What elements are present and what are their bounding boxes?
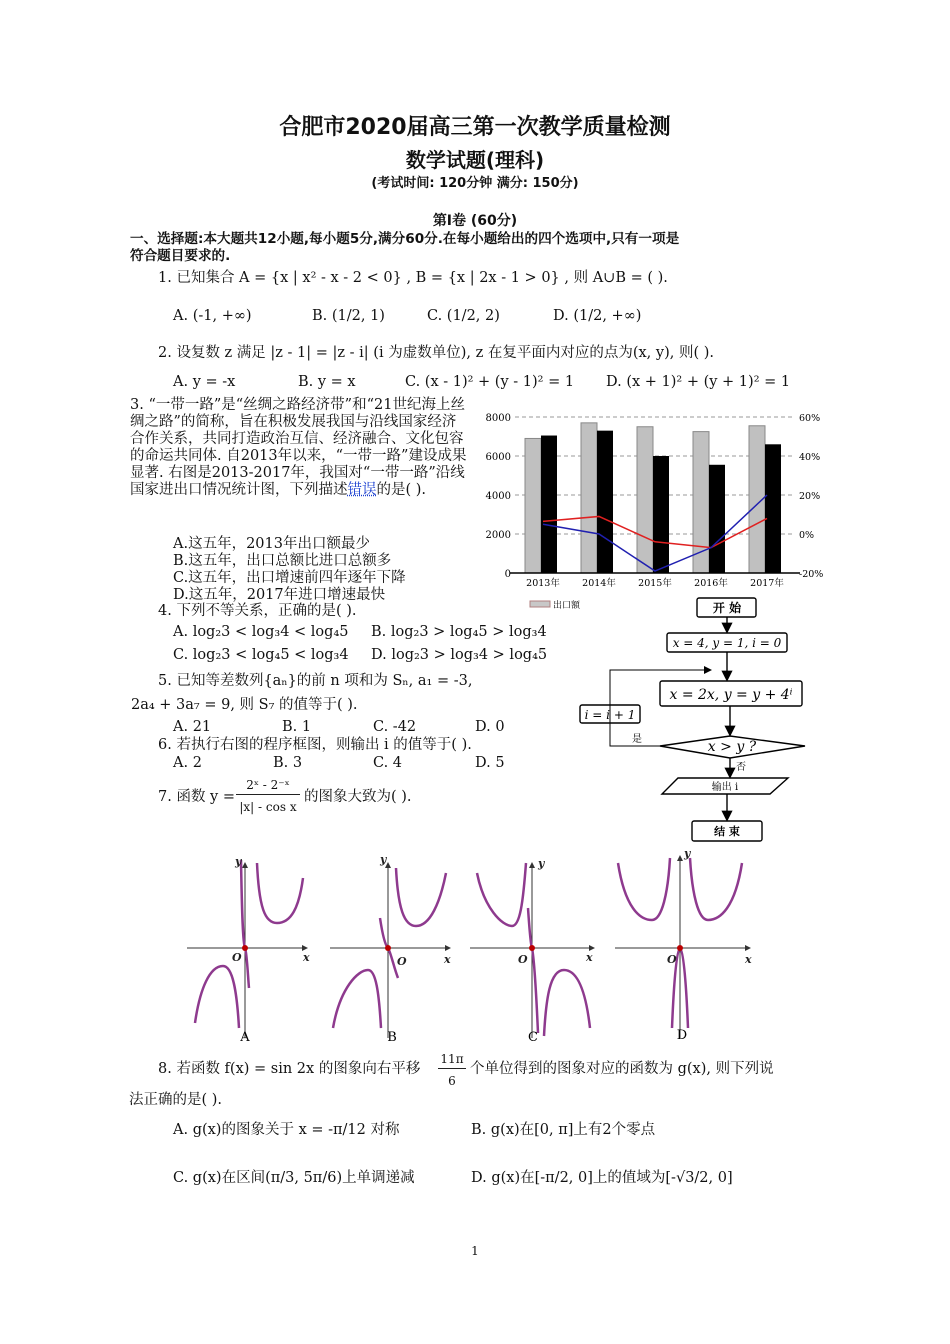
q4-option-d: D. log₂3 > log₃4 > log₄5 (371, 647, 548, 663)
question-8-mid: 个单位得到的图象对应的函数为 g(x), 则下列说 (470, 1061, 774, 1077)
q2-option-d: D. (x + 1)² + (y + 1)² = 1 (606, 374, 791, 390)
legend-swatch (530, 601, 550, 607)
y-tick-label: 8000 (485, 413, 511, 424)
q7-graphs (180, 845, 770, 1050)
question-2: 2. 设复数 z 满足 |z - 1| = |z - i| (i 为虚数单位), z 在复平面内对应的点为(x, y), 则( ). (158, 345, 714, 361)
bar-import (765, 444, 781, 573)
q7-numerator: 2ˣ - 2⁻ˣ (236, 776, 300, 795)
q4-option-c: C. log₂3 < log₄5 < log₃4 (173, 647, 349, 663)
q6-option-a: A. 2 (173, 755, 202, 771)
q6-option-c: C. 4 (373, 755, 403, 771)
q8-shift-numerator: 11π (438, 1050, 466, 1069)
y2-tick-label: 20% (799, 491, 821, 502)
graph-b-origin: O (397, 955, 407, 968)
flow-condition: x > y ? (707, 739, 757, 755)
graph-c-origin: O (518, 953, 528, 966)
bar-export (525, 438, 541, 573)
bar-import (653, 456, 669, 573)
question-8-cont: 法正确的是( ). (129, 1092, 223, 1108)
flow-update: x = 2x, y = y + 4ⁱ (669, 687, 793, 703)
x-tick-label: 2015年 (638, 578, 672, 589)
y2-tick-label: -20% (799, 569, 824, 580)
bar-export (581, 423, 597, 573)
y2-tick-label: 0% (799, 530, 815, 541)
flow-yes: 是 (632, 734, 642, 745)
q1-option-d: D. (1/2, +∞) (553, 308, 642, 324)
q3-stem: 3. “一带一路”是“丝绸之路经济带”和“21世纪海上丝绸之路”的简称，旨在积极发展我国与沿线国家经济合作关系，共同打造政治互信、经济融合、文化包容的命运共同体. 自2013年以来，“一带一路”建设成果显著. 右图是2013-2017年，我国对“一带一路”沿线国家进出口情况统计图，下列描述 (130, 397, 467, 498)
question-7-end: 的图象大致为( ). (304, 789, 412, 805)
question-7: 7. 函数 y = (158, 789, 236, 805)
graph-c-x-label: x (586, 951, 593, 964)
flow-output: 输出 i (711, 782, 739, 793)
q3-option-c: C.这五年，出口增速前四年逐年下降 (173, 570, 406, 586)
graph-a-origin: O (232, 951, 242, 964)
graph-d-label: D (676, 1028, 688, 1043)
legend-label: 出口額 (553, 601, 581, 611)
y-tick-label: 0 (504, 569, 511, 580)
q7-denominator: |x| - cos x (239, 800, 297, 814)
question-3 (130, 397, 470, 499)
x-tick-label: 2017年 (750, 578, 784, 589)
question-8: 8. 若函数 f(x) = sin 2x 的图象向右平移 (158, 1061, 421, 1077)
q2-option-a: A. y = -x (173, 374, 236, 390)
q1-option-c: C. (1/2, 2) (427, 308, 500, 324)
flow-increment: i = i + 1 (584, 708, 636, 722)
q4-option-b: B. log₂3 > log₄5 > log₃4 (371, 624, 547, 640)
question-5: 5. 已知等差数列{aₙ}的前 n 项和为 Sₙ, a₁ = -3, (158, 673, 473, 689)
y-tick-label: 6000 (485, 452, 511, 463)
x-tick-label: 2016年 (694, 578, 728, 589)
graph-c-y-label: y (538, 857, 545, 870)
bar-import (709, 465, 725, 573)
graph-d-x-label: x (745, 953, 752, 966)
q3-option-b: B.这五年，出口总额比进口总额多 (173, 553, 392, 569)
question-5-cont: 2a₄ + 3a₇ = 9, 则 S₇ 的值等于( ). (131, 697, 358, 713)
graph-a-label: A (240, 1030, 250, 1045)
graph-b-x-label: x (444, 953, 451, 966)
q3-emphasis: 错误 (347, 482, 377, 498)
page-title: 合肥市2020届高三第一次教学质量检测 (279, 115, 671, 140)
flow-init: x = 4, y = 1, i = 0 (672, 636, 782, 650)
flow-end: 结 束 (714, 825, 740, 838)
q8-option-c: C. g(x)在区间(π/3, 5π/6)上单调递减 (173, 1170, 415, 1186)
q3-option-a: A.这五年，2013年出口额最少 (173, 536, 370, 552)
bar-import (541, 436, 557, 573)
graph-a-x-label: x (303, 951, 310, 964)
q5-option-b: B. 1 (282, 719, 312, 735)
q3-option-d: D.这五年，2017年进口增速最快 (173, 587, 386, 603)
part-heading: 第Ⅰ卷 (60分) (432, 213, 518, 229)
graph-b-y-label: y (380, 853, 387, 866)
graph-b (330, 863, 450, 1038)
section-instructions: 一、选择题:本大题共12小题,每小题5分,满分60分.在每小题给出的四个选项中,只有一项是 (130, 231, 680, 247)
trade-chart (480, 405, 830, 615)
graph-a (187, 860, 307, 1038)
q2-option-c: C. (x - 1)² + (y - 1)² = 1 (405, 374, 575, 390)
q3-stem-end: 的是( ). (376, 482, 427, 498)
q1-option-a: A. (-1, +∞) (173, 308, 252, 324)
section-instructions-cont: 符合题目要求的. (130, 248, 231, 264)
bar-export (637, 427, 653, 573)
bar-import (597, 431, 613, 573)
graph-d-y-label: y (684, 847, 691, 860)
page-number: 1 (471, 1244, 479, 1258)
q2-option-b: B. y = x (298, 374, 356, 390)
q4-option-a: A. log₂3 < log₃4 < log₄5 (173, 624, 349, 640)
graph-d-origin: O (667, 953, 677, 966)
flow-start: 开 始 (712, 601, 742, 615)
flowchart (570, 592, 820, 852)
question-6: 6. 若执行右图的程序框图，则输出 i 的值等于( ). (158, 737, 472, 753)
q6-option-d: D. 5 (475, 755, 505, 771)
y-tick-label: 2000 (485, 530, 511, 541)
graph-c-label: C (528, 1030, 538, 1045)
graph-a-y-label: y (235, 855, 242, 868)
q8-option-d: D. g(x)在[-π/2, 0]上的值域为[-√3/2, 0] (471, 1170, 733, 1186)
exam-info: (考试时间: 120分钟 满分: 150分) (371, 176, 579, 191)
q5-option-a: A. 21 (173, 719, 212, 735)
x-tick-label: 2014年 (582, 578, 616, 589)
q8-option-a: A. g(x)的图象关于 x = -π/12 对称 (173, 1122, 400, 1138)
graph-d (615, 856, 750, 1038)
question-4: 4. 下列不等关系，正确的是( ). (158, 603, 357, 619)
graph-c (470, 863, 594, 1038)
x-tick-label: 2013年 (526, 578, 560, 589)
q8-option-b: B. g(x)在[0, π]上有2个零点 (471, 1122, 656, 1138)
page-subtitle: 数学试题(理科) (405, 148, 545, 172)
q6-option-b: B. 3 (273, 755, 303, 771)
q8-shift-denominator: 6 (448, 1074, 456, 1088)
q5-option-d: D. 0 (475, 719, 505, 735)
q1-option-b: B. (1/2, 1) (312, 308, 385, 324)
flow-no: 否 (736, 762, 746, 773)
graph-b-label: B (387, 1030, 397, 1045)
question-1: 1. 已知集合 A = {x | x² - x - 2 < 0} , B = {x | 2x - 1 > 0} , 则 A∪B = ( ). (158, 270, 668, 286)
y2-tick-label: 40% (799, 452, 821, 463)
y-tick-label: 4000 (485, 491, 511, 502)
y2-tick-label: 60% (799, 413, 821, 424)
q5-option-c: C. -42 (373, 719, 417, 735)
